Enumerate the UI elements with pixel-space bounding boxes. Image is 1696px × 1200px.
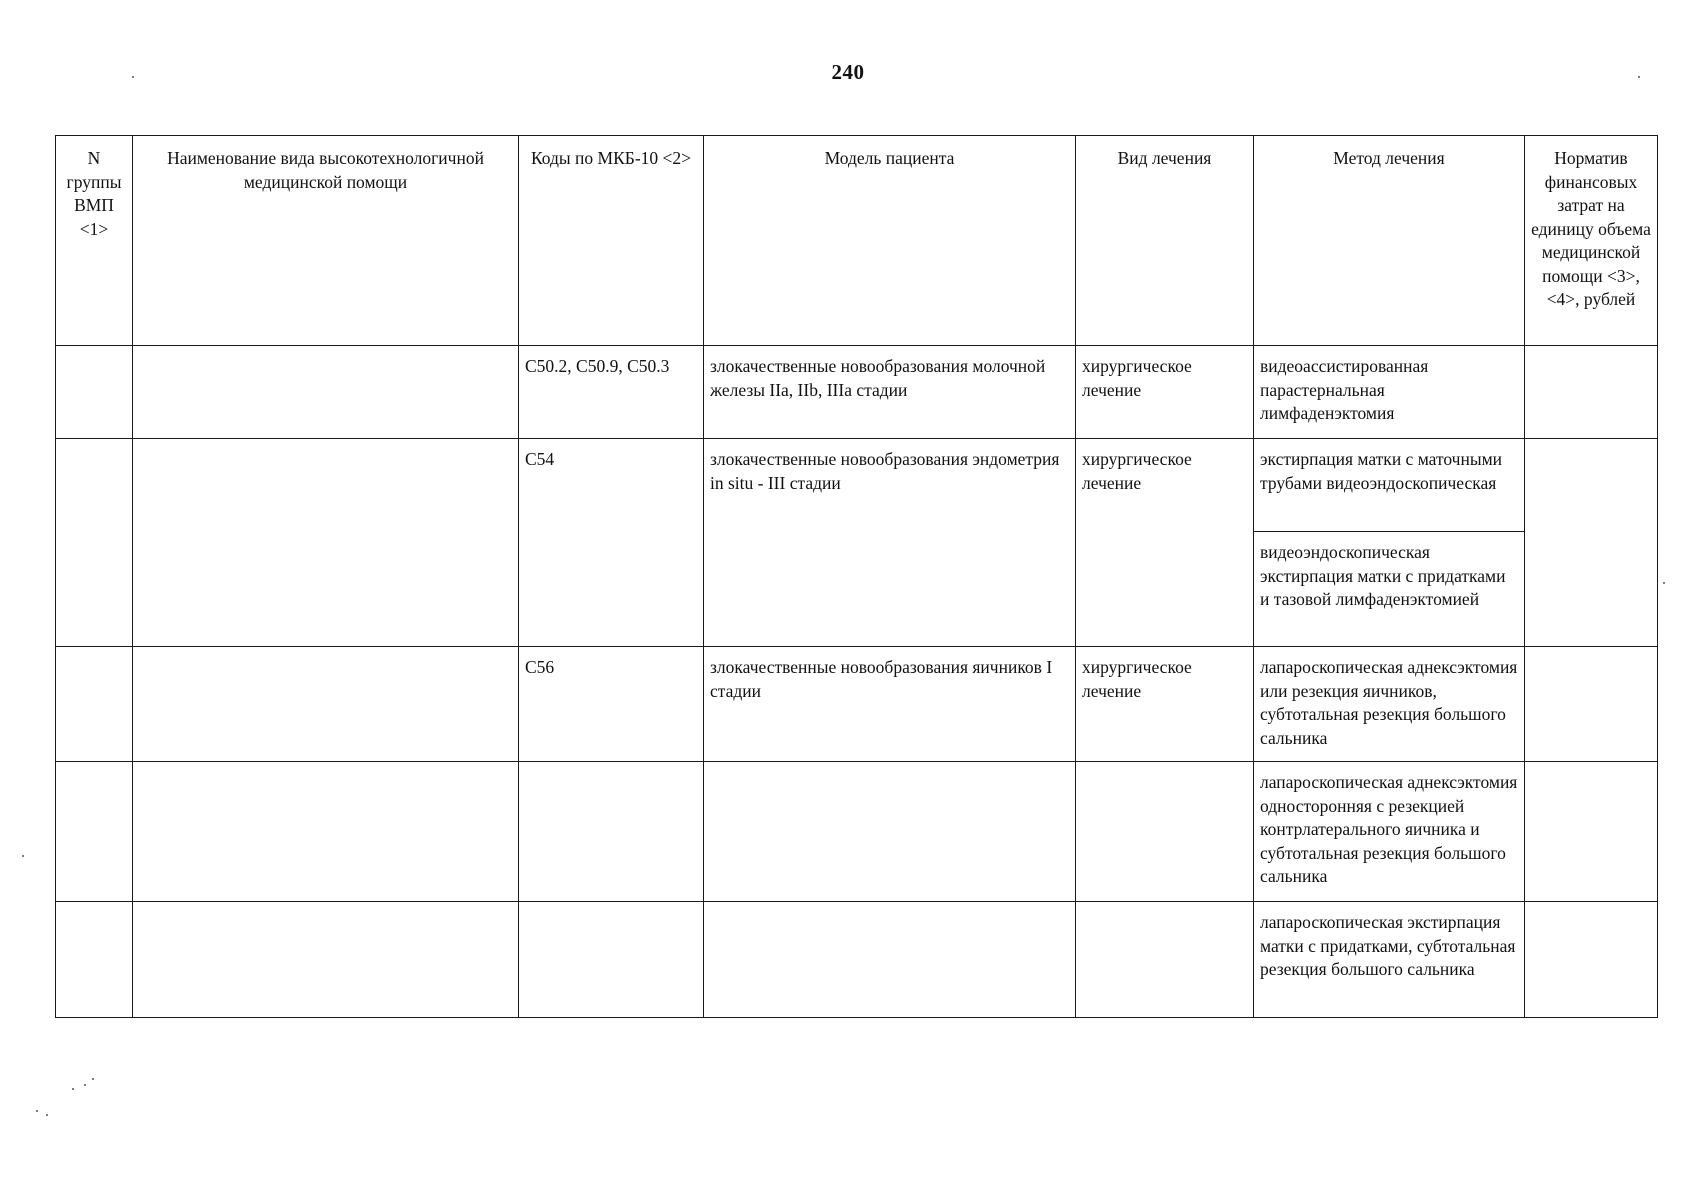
header-icd-codes: Коды по МКБ-10 <2> [519, 136, 704, 346]
cell-treatment-type [1076, 762, 1254, 902]
cell-treatment-type [1076, 902, 1254, 1018]
table-row [56, 346, 1658, 439]
scan-speck [36, 1110, 38, 1112]
scan-speck [132, 76, 134, 78]
cell-patient-model: злокачественные новообразования эндометрия in situ - III стадии [704, 439, 1076, 647]
header-treatment-type: Вид лечения [1076, 136, 1254, 346]
treatment-table [55, 135, 1658, 1018]
cell-cost-standard [1525, 762, 1658, 902]
cell-care-type [133, 762, 519, 902]
cell-group-no [56, 439, 133, 647]
scan-speck [92, 1078, 94, 1080]
cell-icd-codes [519, 902, 704, 1018]
cell-patient-model [704, 762, 1076, 902]
cell-icd-codes: C56 [519, 647, 704, 762]
cell-cost-standard [1525, 439, 1658, 647]
scan-speck [1663, 582, 1665, 584]
table-row [56, 902, 1658, 1018]
cell-treatment-method: экстирпация матки с маточными трубами видеоэндоскопическая [1254, 439, 1525, 532]
header-group-no: N группы ВМП <1> [56, 136, 133, 346]
cell-care-type [133, 439, 519, 647]
cell-patient-model [704, 902, 1076, 1018]
cell-group-no [56, 762, 133, 902]
cell-icd-codes [519, 762, 704, 902]
cell-group-no [56, 647, 133, 762]
header-treatment-method: Метод лечения [1254, 136, 1525, 346]
header-care-type: Наименование вида высокотехнологичной медицинской помощи [133, 136, 519, 346]
scan-speck [72, 1088, 74, 1090]
header-patient-model: Модель пациента [704, 136, 1076, 346]
cell-treatment-type: хирургическое лечение [1076, 647, 1254, 762]
cell-patient-model: злокачественные новообразования яичников I стадии [704, 647, 1076, 762]
cell-icd-codes: C54 [519, 439, 704, 647]
cell-treatment-method: видеоассистированная парастернальная лимфаденэктомия [1254, 346, 1525, 439]
page-number: 240 [831, 60, 865, 84]
table-row [56, 439, 1658, 532]
cell-group-no [56, 902, 133, 1018]
cell-care-type [133, 902, 519, 1018]
cell-icd-codes: C50.2, C50.9, C50.3 [519, 346, 704, 439]
table-row [56, 647, 1658, 762]
scan-speck [1638, 76, 1640, 78]
scan-speck [22, 855, 24, 857]
scan-speck [46, 1114, 48, 1116]
header-cost-standard: Норматив финансовых затрат на единицу объема медицинской помощи <3>, <4>, рублей [1525, 136, 1658, 346]
cell-group-no [56, 346, 133, 439]
cell-treatment-method: лапароскопическая аднексэктомия односторонняя с резекцией контрлатерального яичника и субтотальная резекция большого сальника [1254, 762, 1525, 902]
cell-cost-standard [1525, 902, 1658, 1018]
cell-care-type [133, 346, 519, 439]
cell-treatment-method: видеоэндоскопическая экстирпация матки с придатками и тазовой лимфаденэктомией [1254, 532, 1525, 647]
table-row [56, 762, 1658, 902]
cell-cost-standard [1525, 346, 1658, 439]
cell-care-type [133, 647, 519, 762]
cell-treatment-type: хирургическое лечение [1076, 439, 1254, 647]
cell-treatment-method: лапароскопическая экстирпация матки с придатками, субтотальная резекция большого сальника [1254, 902, 1525, 1018]
cell-patient-model: злокачественные новообразования молочной железы IIa, IIb, IIIa стадии [704, 346, 1076, 439]
cell-cost-standard [1525, 647, 1658, 762]
cell-treatment-type: хирургическое лечение [1076, 346, 1254, 439]
cell-treatment-method: лапароскопическая аднексэктомия или резекция яичников, субтотальная резекция большого сальника [1254, 647, 1525, 762]
scan-speck [84, 1084, 86, 1086]
header-row [56, 136, 1658, 346]
